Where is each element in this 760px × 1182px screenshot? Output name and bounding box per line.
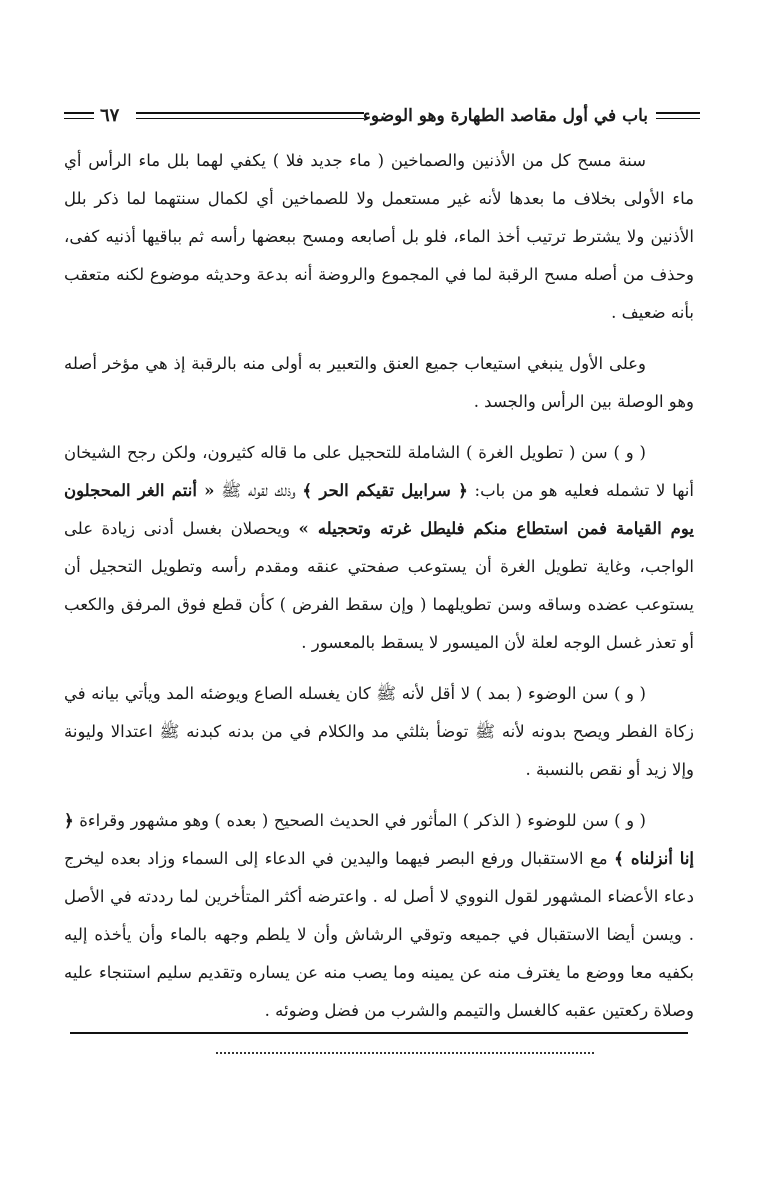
footnote-dotted-line	[216, 1052, 594, 1054]
header-rule-left-top	[64, 112, 94, 114]
paragraph	[64, 675, 694, 789]
header-rule-right-bottom	[656, 118, 700, 119]
chapter-title: باب في أول مقاصد الطهارة وهو الوضوء	[362, 106, 648, 126]
header-rule-right-top	[656, 112, 700, 114]
paragraph	[64, 802, 694, 1030]
quoted-text: « أنتم الغر المحجلون يوم القيامة فمن استطاع منكم فليطل غرته وتحجيله »	[64, 481, 694, 538]
text-segment: ( و ) سن الوضوء ( بمد ) لا أقل لأنه ﷺ كان يغسله الصاع ويوضئه المد ويأتي بيانه في زكاة الفطر ويصح بدونه لأنه ﷺ توضأ بثلثي مد والكلام في من بدنه كبدنه ﷺ اعتدالا وليونة وإلا زيد أو نقص بالنسبة .	[64, 684, 694, 779]
header-rule-left-bottom	[64, 118, 94, 119]
header-rule-middle-top	[136, 112, 364, 114]
running-header	[58, 102, 700, 132]
text-segment: ( و ) سن ( تطويل الغرة ) الشاملة للتحجيل على ما قاله كثيرون، ولكن رجح الشيخان أنها لا تشمله فعليه هو من باب:	[64, 443, 694, 500]
paragraph	[64, 142, 694, 332]
quoted-text: ﴿ إنا أنزلناه ﴾	[64, 811, 694, 868]
header-rule-middle-bottom	[136, 118, 364, 119]
footnote-separator	[70, 1032, 688, 1034]
text-segment: سنة مسح كل من الأذنين والصماخين ( ماء جديد فلا ) يكفي لهما بلل ماء الرأس أي ماء الأولى بخلاف ما بعدها لأنه غير مستعمل ولا للصماخين أي لكمال سنتهما لما ذكر بلل الأذنين ولا يشترط ترتيب أخذ الماء، فلو بل أصابعه ومسح ببعضها رأسه ثم بباقيها أذنيه كفى، وحذف من أصله مسح الرقبة لما في المجموع والروضة أنه بدعة وحديثه موضوع لكنه متعقب بأنه ضعيف .	[64, 151, 694, 322]
body-text	[64, 142, 694, 1030]
text-segment: ( و ) سن للوضوء ( الذكر ) المأثور في الحديث الصحيح ( بعده ) وهو مشهور وقراءة	[73, 811, 646, 830]
page-number: ٦٧	[100, 105, 120, 126]
text-segment: ويحصلان بغسل أدنى زيادة على الواجب، وغاية تطويل الغرة أن يستوعب صفحتي عنقه ومقدم رأسه وتطويل التحجيل أن يستوعب عضده وساقه وسن تطويلهما ( وإن سقط الفرض ) كأن قطع فوق المرفق والكعب أو تعذر غسل الوجه لعلة لأن الميسور لا يسقط بالمعسور .	[64, 519, 694, 652]
quoted-text: ﴿ سرابيل تقيكم الحر ﴾	[302, 481, 468, 500]
text-segment: مع الاستقبال ورفع البصر فيهما واليدين في الدعاء إلى السماء وزاد بعده ليخرج دعاء الأعضاء المشهور لقول النووي لا أصل له . واعترضه أكثر المتأخرين لما رددته في الأصل . ويسن أيضا الاستقبال في جميعه وتوقي الرشاش وأن لا يلطم وجهه بالماء وأن يأخذه إليه بكفيه معا ووضع ما يغترف منه عن يمينه وما يصب منه عن يساره وتقديم سليم استنجاء عليه وصلاة ركعتين عقبه كالغسل والتيمم والشرب من فضل وضوئه .	[64, 849, 694, 1020]
text-segment: وعلى الأول ينبغي استيعاب جميع العنق والتعبير به أولى منه بالرقبة إذ هي مؤخر أصله وهو الوصلة بين الرأس والجسد .	[64, 354, 694, 411]
paragraph	[64, 345, 694, 421]
text-segment: وذلك لقوله ﷺ	[214, 481, 303, 500]
paragraph	[64, 434, 694, 662]
